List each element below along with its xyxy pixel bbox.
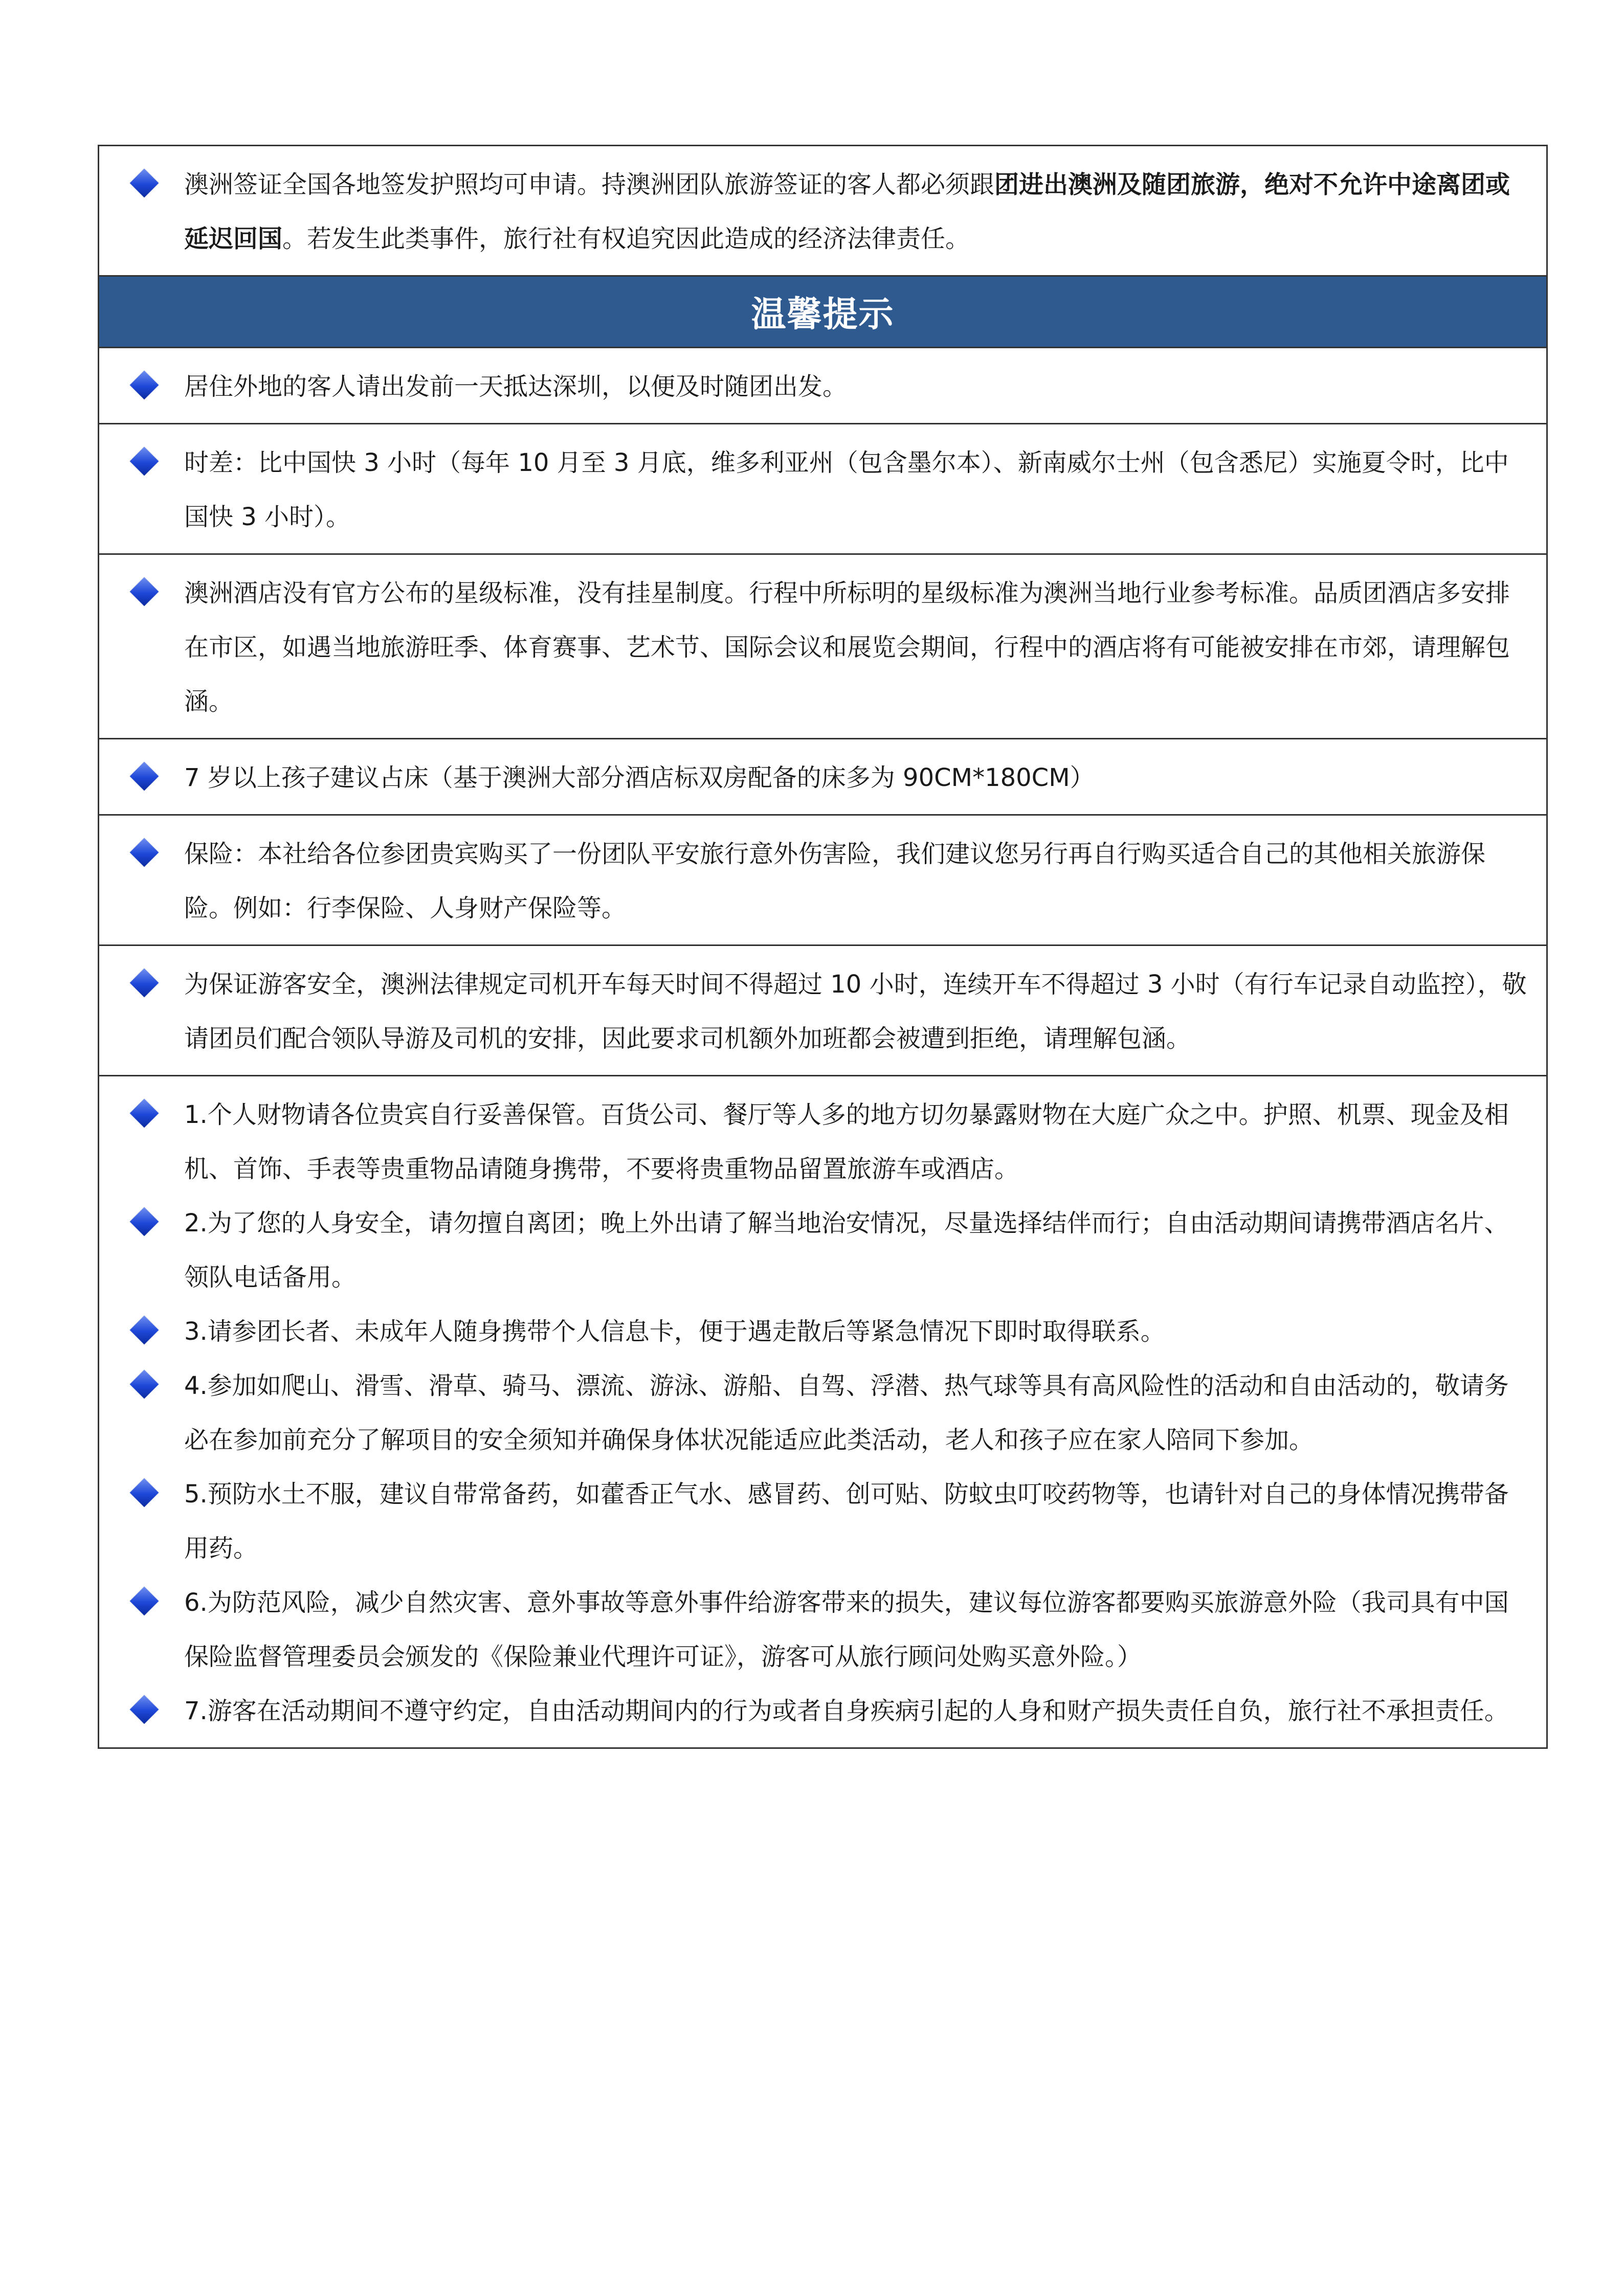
list-item (115, 1684, 1531, 1738)
tip-text: 居住外地的客人请出发前一天抵达深圳，以便及时随团出发。 (184, 372, 848, 401)
list-item (115, 1575, 1531, 1684)
tip-text: 7 岁以上孩子建议占床（基于澳洲大部分酒店标双房配备的床多为 90CM*180CM） (184, 763, 1095, 792)
diamond-bullet-icon (130, 1316, 159, 1345)
visa-notice-bold: 团进出澳洲及随团旅游，绝对不允许中途离团或延迟回国 (184, 170, 1510, 253)
diamond-bullet-icon (130, 1478, 159, 1507)
tip-row (99, 814, 1546, 944)
diamond-bullet-icon (130, 447, 159, 476)
visa-notice-text: 澳洲签证全国各地签发护照均可申请。持澳洲团队旅游签证的客人都必须跟团进出澳洲及随团旅游，绝对不允许中途离团或延迟回国。若发生此类事件，旅行社有权追究因此造成的经济法律责任。 (184, 170, 1510, 253)
list-item (115, 1088, 1531, 1196)
safety-tip-text: 1.个人财物请各位贵宾自行妥善保管。百货公司、餐厅等人多的地方切勿暴露财物在大庭广众之中。护照、机票、现金及相机、首饰、手表等贵重物品请随身携带，不要将贵重物品留置旅游车或酒店。 (184, 1100, 1509, 1183)
tip-text: 澳洲酒店没有官方公布的星级标准，没有挂星制度。行程中所标明的星级标准为澳洲当地行业参考标准。品质团酒店多安排在市区，如遇当地旅游旺季、体育赛事、艺术节、国际会议和展览会期间，行程中的酒店将有可能被安排在市郊，请理解包涵。 (184, 579, 1510, 716)
tip-text: 保险：本社给各位参团贵宾购买了一份团队平安旅行意外伤害险，我们建议您另行再自行购买适合自己的其他相关旅游保险。例如：行李保险、人身财产保险等。 (184, 840, 1486, 922)
tip-row (99, 347, 1546, 423)
list-item (115, 957, 1531, 1066)
diamond-bullet-icon (130, 969, 159, 998)
diamond-bullet-icon (130, 1099, 159, 1128)
tip-row (99, 553, 1546, 738)
list-item (115, 751, 1531, 805)
diamond-bullet-icon (130, 762, 159, 791)
diamond-bullet-icon (130, 169, 159, 198)
tip-row (99, 423, 1546, 553)
diamond-bullet-icon (130, 577, 159, 606)
section-title: 温馨提示 (751, 295, 895, 335)
list-item (115, 566, 1531, 729)
travel-tips-table (98, 145, 1548, 1749)
tip-row (99, 944, 1546, 1075)
list-item (115, 1359, 1531, 1467)
visa-notice-row (99, 146, 1546, 275)
list-item (115, 359, 1531, 414)
safety-tip-text: 3.请参团长者、未成年人随身携带个人信息卡，便于遇走散后等紧急情况下即时取得联系。 (184, 1317, 1165, 1346)
diamond-bullet-icon (130, 1695, 159, 1724)
list-item (115, 827, 1531, 935)
safety-tip-text: 2.为了您的人身安全，请勿擅自离团；晚上外出请了解当地治安情况，尽量选择结伴而行；自由活动期间请携带酒店名片、领队电话备用。 (184, 1209, 1509, 1292)
diamond-bullet-icon (130, 371, 159, 400)
safety-tip-text: 6.为防范风险，减少自然灾害、意外事故等意外事件给游客带来的损失，建议每位游客都要购买旅游意外险（我司具有中国保险监督管理委员会颁发的《保险兼业代理许可证》，游客可从旅行顾问处购买意外险。） (184, 1588, 1509, 1671)
diamond-bullet-icon (130, 838, 159, 867)
diamond-bullet-icon (130, 1587, 159, 1616)
safety-tip-text: 7.游客在活动期间不遵守约定，自由活动期间内的行为或者自身疾病引起的人身和财产损失责任自负，旅行社不承担责任。 (184, 1697, 1509, 1725)
list-item (115, 157, 1531, 266)
safety-tip-text: 5.预防水土不服，建议自带常备药，如藿香正气水、感冒药、创可贴、防蚊虫叮咬药物等，也请针对自己的身体情况携带备用药。 (184, 1480, 1509, 1563)
section-header (99, 275, 1546, 347)
tip-text: 为保证游客安全，澳洲法律规定司机开车每天时间不得超过 10 小时，连续开车不得超过 3 小时（有行车记录自动监控），敬请团员们配合领队导游及司机的安排，因此要求司机额外加班都会被遭到拒绝，请理解包涵。 (184, 970, 1527, 1053)
diamond-bullet-icon (130, 1207, 159, 1236)
tip-row (99, 738, 1546, 814)
list-item (115, 436, 1531, 544)
list-item (115, 1196, 1531, 1304)
safety-tips-row (99, 1075, 1546, 1747)
diamond-bullet-icon (130, 1370, 159, 1399)
safety-tip-text: 4.参加如爬山、滑雪、滑草、骑马、漂流、游泳、游船、自驾、浮潜、热气球等具有高风险性的活动和自由活动的，敬请务必在参加前充分了解项目的安全须知并确保身体状况能适应此类活动，老人和孩子应在家人陪同下参加。 (184, 1371, 1509, 1454)
list-item (115, 1467, 1531, 1575)
tip-text: 时差：比中国快 3 小时（每年 10 月至 3 月底，维多利亚州（包含墨尔本）、新南威尔士州（包含悉尼）实施夏令时，比中国快 3 小时）。 (184, 448, 1509, 531)
list-item (115, 1304, 1531, 1359)
